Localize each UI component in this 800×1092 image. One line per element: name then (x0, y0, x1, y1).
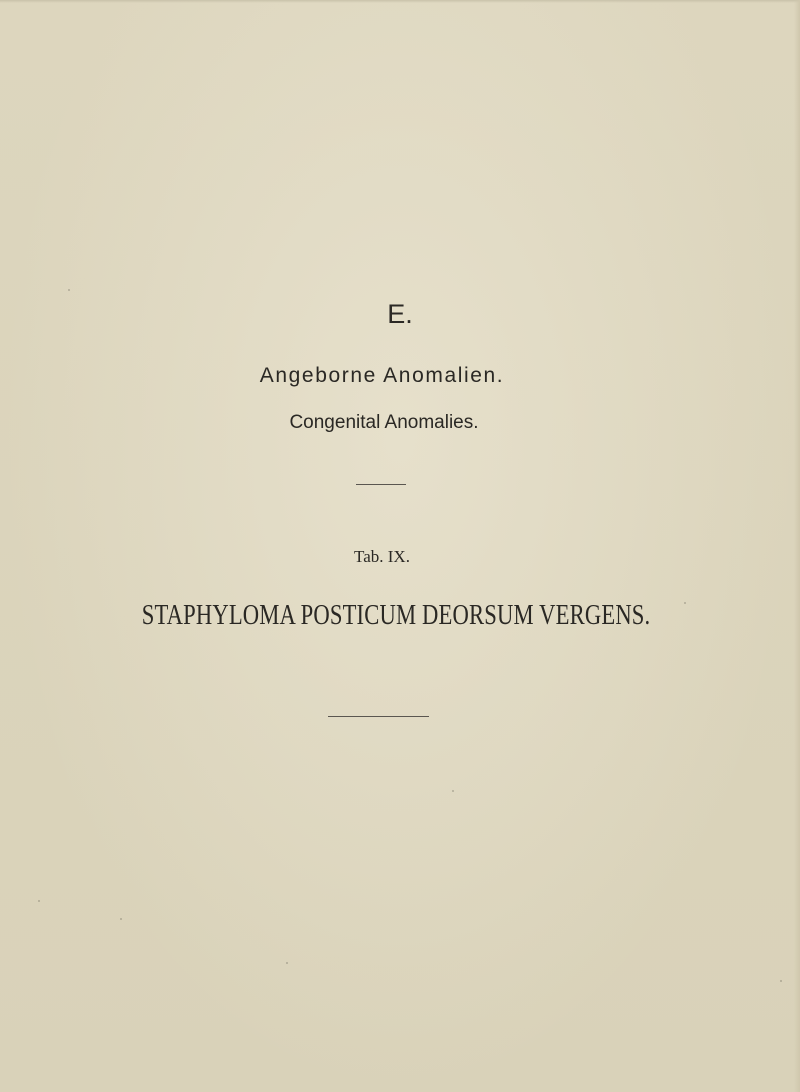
paper-speck (38, 900, 40, 902)
divider-short (356, 484, 406, 485)
section-letter: E. (387, 299, 413, 329)
section-title-english: Congenital Anomalies. (289, 412, 479, 433)
paper-speck (120, 918, 122, 920)
paper-speck (286, 962, 288, 964)
page-right-edge (794, 0, 800, 1092)
divider-long (328, 716, 429, 717)
paper-speck (452, 790, 454, 792)
paper-speck (684, 602, 686, 604)
page-top-edge (0, 0, 800, 3)
paper-speck (68, 289, 70, 291)
plate-number: Tab. IX. (354, 547, 410, 566)
section-title-german: Angeborne Anomalien. (259, 364, 505, 387)
plate-title: STAPHYLOMA POSTICUM DEORSUM VERGENS. (141, 599, 651, 631)
paper-speck (780, 980, 782, 982)
